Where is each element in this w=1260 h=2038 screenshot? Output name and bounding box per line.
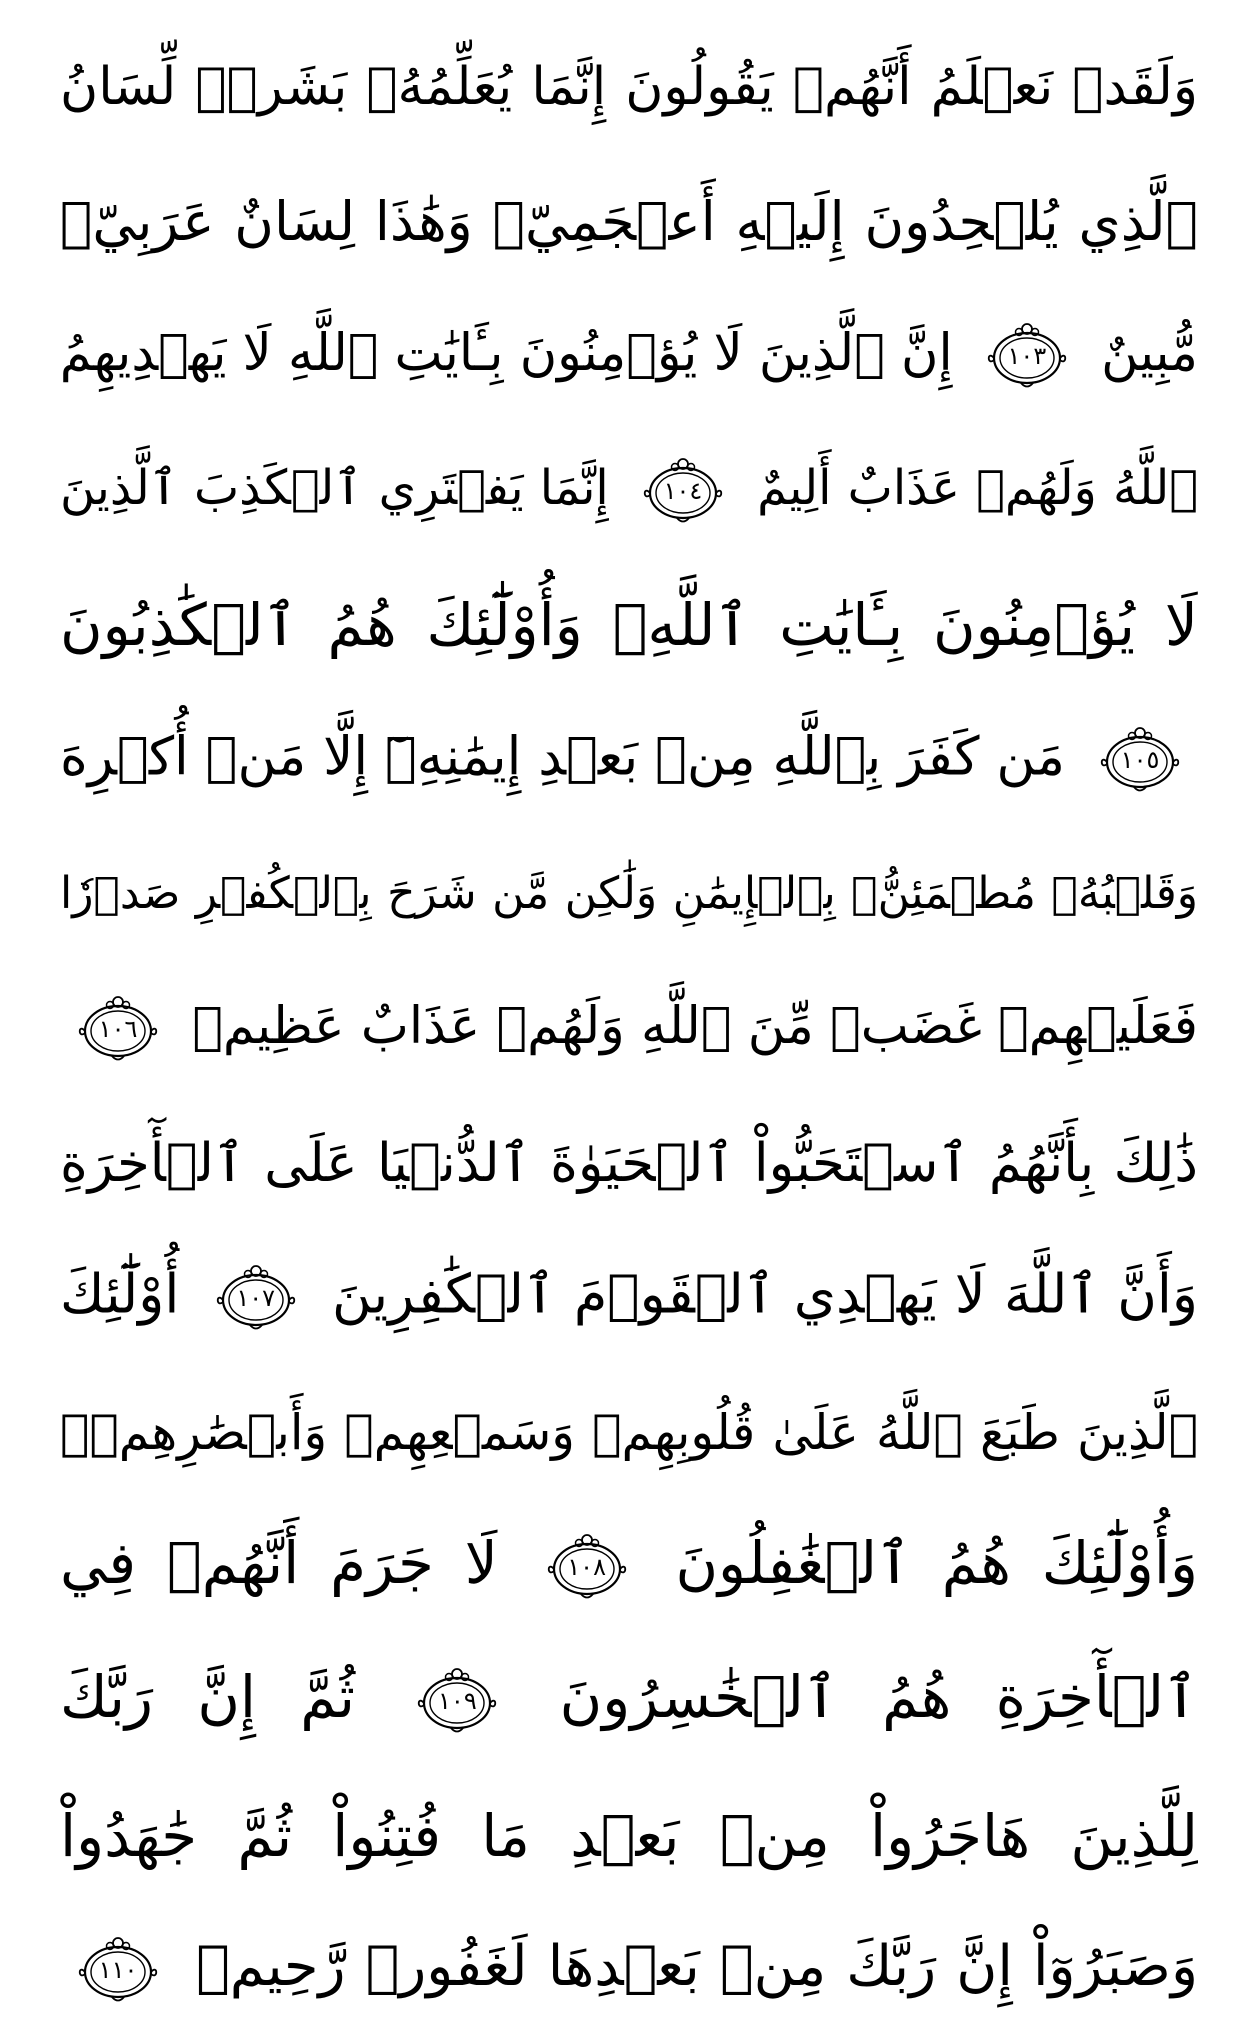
- text-line: [60, 1096, 1198, 1231]
- verse-text: لَا يُؤۡمِنُونَ بِـَٔايَٰتِ ٱللَّهِۖ وَأُوْلَٰٓئِكَ هُمُ ٱلۡكَٰذِبُونَ: [60, 591, 1198, 660]
- text-line: [60, 1634, 1198, 1769]
- text-line: [60, 1365, 1198, 1500]
- text-line: [60, 1500, 1198, 1635]
- text-line: [60, 1903, 1198, 2038]
- ayah-marker: [543, 1531, 631, 1603]
- text-line: [60, 155, 1198, 290]
- line-text: [60, 189, 1198, 253]
- text-line: [60, 424, 1198, 559]
- line-text: [60, 1262, 1198, 1334]
- ayah-marker: [413, 1665, 501, 1737]
- ayah-marker: [1096, 724, 1184, 796]
- ayah-marker: [74, 1934, 162, 2006]
- verse-text: وَقَلۡبُهُۥ مُطۡمَئِنُّۢ بِٱلۡإِيمَٰنِ وَلَٰكِن مَّن شَرَحَ بِٱلۡكُفۡرِ صَدۡرٗا: [60, 868, 1198, 920]
- verse-text: أُوْلَٰٓئِكَ: [60, 1262, 180, 1326]
- verse-text: مُّبِينٌ: [1101, 324, 1198, 384]
- ayah-number: ١٠٤: [663, 476, 703, 505]
- line-text: [60, 868, 1198, 920]
- verse-text: فَعَلَيۡهِمۡ غَضَبٞ مِّنَ ٱللَّهِ وَلَهُمۡ عَذَابٌ عَظِيمٞ: [192, 996, 1198, 1056]
- verse-text: مَن كَفَرَ بِٱللَّهِ مِنۢ بَعۡدِ إِيمَٰنِهِۦٓ إِلَّا مَنۡ أُكۡرِهَ: [60, 726, 1066, 788]
- line-text: [60, 1934, 1198, 2006]
- line-text: [60, 591, 1198, 660]
- ayah-number: ١٠٩: [438, 1687, 477, 1716]
- line-text: [60, 57, 1198, 118]
- ayah-marker: [212, 1262, 300, 1334]
- line-text: [60, 455, 1198, 527]
- verse-text: ٱللَّهُ وَلَهُمۡ عَذَابٌ أَلِيمٌ: [757, 459, 1198, 516]
- verse-text: ثُمَّ إِنَّ رَبَّكَ: [60, 1663, 356, 1732]
- line-text: [60, 320, 1198, 392]
- verse-text: وَأُوْلَٰٓئِكَ هُمُ ٱلۡغَٰفِلُونَ: [675, 1528, 1198, 1597]
- text-line: [60, 289, 1198, 424]
- line-text: [60, 724, 1198, 796]
- verse-text: إِنَّ ٱلَّذِينَ لَا يُؤۡمِنُونَ بِـَٔايَٰتِ ٱللَّهِ لَا يَهۡدِيهِمُ: [60, 324, 953, 384]
- verse-text: ٱلَّذِينَ طَبَعَ ٱللَّهُ عَلَىٰ قُلُوبِهِمۡ وَسَمۡعِهِمۡ وَأَبۡصَٰرِهِمۡۖ: [60, 1403, 1198, 1461]
- text-line: [60, 1231, 1198, 1366]
- line-text: [60, 1801, 1198, 1870]
- ayah-number: ١٠٣: [1007, 342, 1047, 371]
- ayah-marker: [74, 993, 162, 1065]
- text-line: [60, 1769, 1198, 1904]
- verse-text: وَلَقَدۡ نَعۡلَمُ أَنَّهُمۡ يَقُولُونَ إِنَّمَا يُعَلِّمُهُۥ بَشَرٞۗ لِّسَانُ: [60, 57, 1198, 118]
- ayah-marker: [983, 320, 1071, 392]
- text-line: [60, 962, 1198, 1097]
- line-text: [60, 993, 1198, 1065]
- verse-text: إِنَّمَا يَفۡتَرِي ٱلۡكَذِبَ ٱلَّذِينَ: [60, 459, 609, 516]
- ayah-number: ١٠٥: [1120, 745, 1160, 774]
- ayah-number: ١٠٦: [98, 1014, 138, 1043]
- line-text: [60, 1665, 1198, 1737]
- line-text: [60, 1528, 1198, 1603]
- verse-text: لِلَّذِينَ هَاجَرُواْ مِنۢ بَعۡدِ مَا فُتِنُواْ ثُمَّ جَٰهَدُواْ: [60, 1801, 1198, 1870]
- verse-text: ٱلۡأٓخِرَةِ هُمُ ٱلۡخَٰسِرُونَ: [559, 1663, 1198, 1732]
- verse-text: ٱلَّذِي يُلۡحِدُونَ إِلَيۡهِ أَعۡجَمِيّٞ وَهَٰذَا لِسَانٌ عَرَبِيّٞ: [60, 189, 1198, 253]
- verse-text: وَأَنَّ ٱللَّهَ لَا يَهۡدِي ٱلۡقَوۡمَ ٱلۡكَٰفِرِينَ: [331, 1262, 1198, 1326]
- ayah-number: ١٠٧: [236, 1283, 275, 1312]
- line-text: [60, 1403, 1198, 1461]
- ayah-marker: [639, 455, 727, 527]
- ayah-number: ١٠٨: [567, 1552, 606, 1581]
- verse-text: ذَٰلِكَ بِأَنَّهُمُ ٱسۡتَحَبُّواْ ٱلۡحَيَوٰةَ ٱلدُّنۡيَا عَلَى ٱلۡأٓخِرَةِ: [60, 1132, 1198, 1194]
- line-text: [60, 1132, 1198, 1194]
- text-line: [60, 693, 1198, 828]
- verse-text: لَا جَرَمَ أَنَّهُمۡ فِي: [60, 1528, 498, 1597]
- ayah-number: ١١٠: [98, 1956, 138, 1985]
- text-line: [60, 20, 1198, 155]
- text-line: [60, 558, 1198, 693]
- verse-text: وَصَبَرُوٓاْ إِنَّ رَبَّكَ مِنۢ بَعۡدِهَا لَغَفُورٞ رَّحِيمٞ: [196, 1934, 1198, 2000]
- text-line: [60, 827, 1198, 962]
